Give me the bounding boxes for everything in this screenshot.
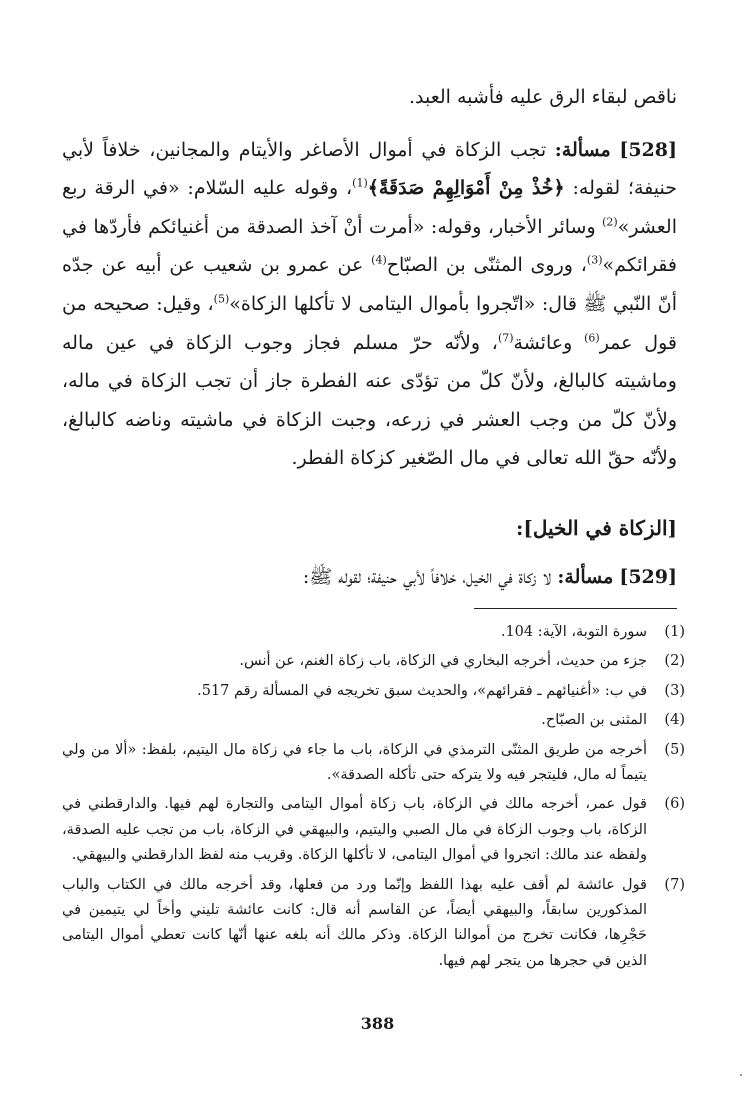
scan-speck <box>740 1074 742 1076</box>
footnote <box>62 873 685 975</box>
footnote-ref-1: (1) <box>352 176 368 190</box>
footnote-ref-2: (2) <box>602 215 618 229</box>
main-text <box>62 78 677 597</box>
footnote-text: في ب: «أغنيائهم ـ فقرائهم»، والحديث سبق تخريجه في المسألة رقم 517. <box>197 682 647 699</box>
footnote <box>62 738 685 789</box>
footnote-text: قول عمر، أخرجه مالك في الزكاة، باب زكاة أموال اليتامى والتجارة لهم فيها. والدارقطني في الزكاة، باب وجوب الزكاة في مال الصبي واليتيم، والبيهقي في الزكاة، باب من تجب عليه الصدقة، ولفظه عند مالك: اتجروا في أموال اليتامى، لا تأكلها الزكاة. وقريب منه لفظ الدارقطني والبيهقي. <box>62 796 647 864</box>
footnote-ref-3: (3) <box>586 254 603 268</box>
issue-529-text: لا زكاة في الخيل، خلافاً لأبي حنيفة؛ لقوله ﷺ: <box>302 565 558 588</box>
footnote-number: (7) <box>664 876 685 893</box>
footnote <box>62 708 685 733</box>
footnote-text: قول عائشة لم أقف عليه بهذا اللفظ وإنّما ورد من فعلها، وقد أخرجه مالك في الكتاب والباب المذكورين سابقاً، والبيهقي أيضاً، عن القاسم أنه قال: كانت عائشة تليني وأخاً لي يتيمين في حَجْرِها، فكانت تخرج من أموالنا الزكاة. وذكر مالك أنه بلغه عنها أنّها كانت تعطي أموال اليتامى الذين في حجرها من يتجر لهم فيها. <box>62 876 647 969</box>
footnote-number: (3) <box>664 682 685 699</box>
footnote <box>62 620 685 645</box>
issue-528-text-h: ، ولأنّه حرّ مسلم فجاز وجوب الزكاة في عين ماله وماشيته كالبالغ، ولأنّ كلّ من تؤدّى عنه الفطرة جاز أن تجب الزكاة في ماله، ولأنّ كلّ من وجب العشر في زرعه، وجبت الزكاة في ماشيته وناضه كالبالغ، ولأنّه حقّ الله تعالى في مال الصّغير كزكاة الفطر. <box>62 331 677 470</box>
issue-529-number: [529] <box>619 565 677 588</box>
footnote <box>62 679 685 704</box>
footnote-ref-6: (6) <box>584 331 600 345</box>
issue-528-label: مسألة: <box>554 138 611 161</box>
issue-528 <box>62 131 677 478</box>
issue-529-label: مسألة: <box>557 565 614 588</box>
footnote-text: المثنى بن الصبّاح. <box>541 712 647 729</box>
issue-528-text-f: ، وقيل: صحيحه من قول عمر <box>62 292 678 354</box>
footnote-ref-5: (5) <box>213 292 230 306</box>
continuation-line: ناقص لبقاء الرق عليه فأشبه العبد. <box>408 86 677 108</box>
issue-528-number: [528] <box>619 138 677 161</box>
issue-529 <box>62 558 677 597</box>
footnote-separator <box>474 608 677 609</box>
issue-528-text-d: ، وروى المثنّى بن الصبّاح <box>386 254 587 277</box>
issue-528-text-c: وسائر الأخبار، وقوله: «أمرت أنْ آخذ الصدقة من أغنيائكم فأردّها في فقرائكم» <box>62 215 677 277</box>
footnotes <box>62 620 685 978</box>
issue-528-text-a: تجب الزكاة في أموال الأصاغر والأيتام والمجانين، خلافاً لأبي حنيفة؛ لقوله: <box>62 138 677 200</box>
footnote <box>62 649 685 674</box>
issue-528-text-e: عن عمرو بن شعيب عن أبيه عن جدّه أنّ النّبي ﷺ قال: «اتّجروا بأموال اليتامى لا تأكلها الزكاة» <box>62 254 677 315</box>
footnote-number: (1) <box>664 624 685 640</box>
footnote-ref-4: (4) <box>371 254 387 268</box>
footnote-number: (2) <box>664 653 685 670</box>
footnote-text: أخرجه من طريق المثنّى الترمذي في الزكاة، باب ما جاء في زكاة مال اليتيم، بلفظ: «ألا من ولي يتيماً له مال، فليتجر فيه ولا يتركه حتى تأكله الصدقة». <box>62 741 647 784</box>
quran-verse: ﴿خُذْ مِنْ أَمْوَالِهِمْ صَدَقَةً﴾ <box>367 177 565 200</box>
footnote-number: (4) <box>664 712 685 729</box>
page-number: 388 <box>360 1014 395 1033</box>
footnote-number: (6) <box>664 796 685 813</box>
issue-528-text-b: ، وقوله عليه السّلام: «في الرقة ربع العشر» <box>62 177 677 238</box>
footnote-text: سورة التوبة، الآية: 104. <box>500 624 647 640</box>
footnote-ref-7: (7) <box>497 331 514 345</box>
section-heading: [الزكاة في الخيل]: <box>516 515 677 540</box>
issue-528-text-g: وعائشة <box>513 331 585 354</box>
footnote <box>62 792 685 868</box>
footnote-number: (5) <box>664 741 685 758</box>
footnote-text: جزء من حديث، أخرجه البخاري في الزكاة، باب زكاة الغنم، عن أنس. <box>239 653 647 670</box>
